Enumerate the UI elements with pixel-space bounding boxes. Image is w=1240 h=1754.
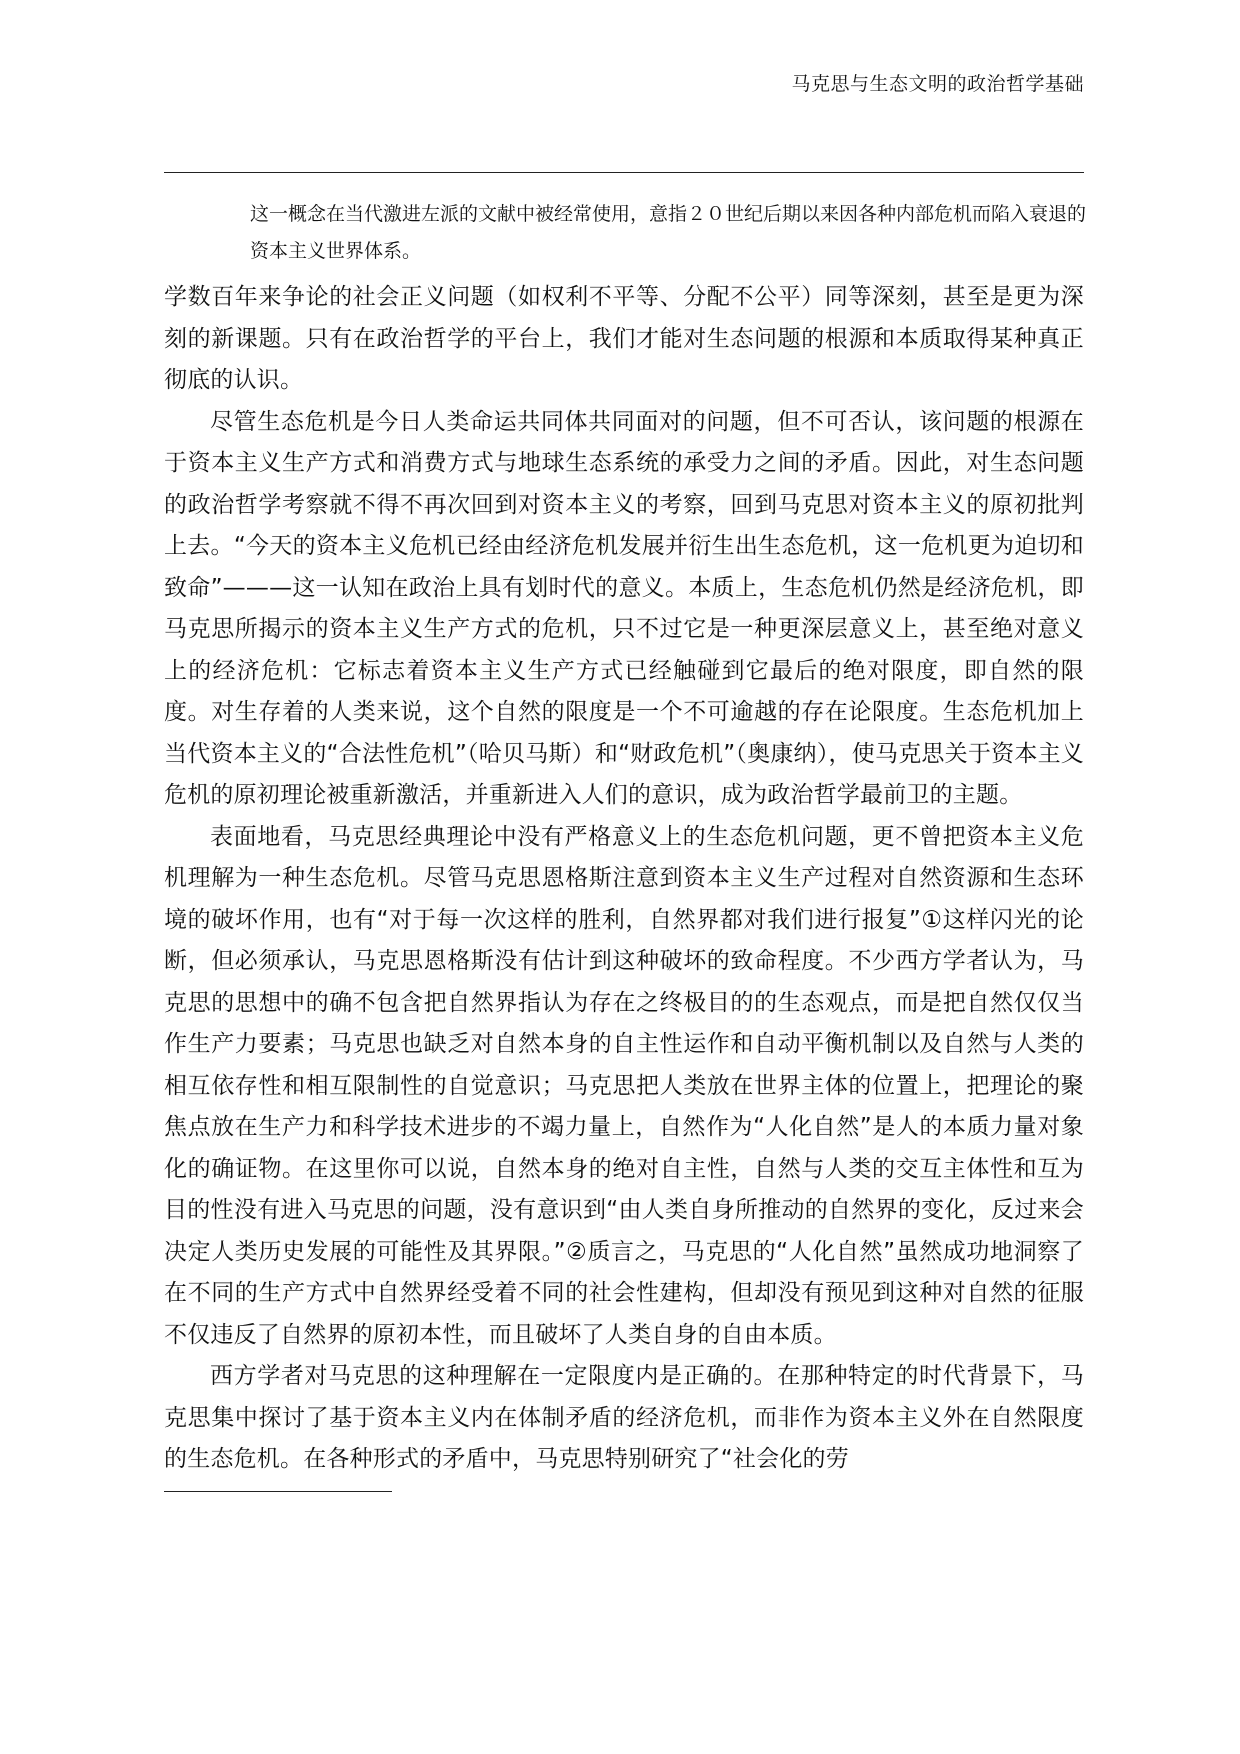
carried-over-footnote: 这一概念在当代激进左派的文献中被经常使用，意指２０世纪后期以来因各种内部危机而陷入衰退的资本主义世界体系。 <box>250 203 1087 262</box>
paragraph-continued: 学数百年来争论的社会正义问题（如权利不平等、分配不公平）同等深刻，甚至是更为深刻的新课题。只有在政治哲学的平台上，我们才能对生态问题的根源和本质取得某种真正彻底的认识。 <box>164 284 1084 393</box>
body-text <box>164 277 1084 1481</box>
footnote-separator <box>164 1491 392 1492</box>
running-header: 马克思与生态文明的政治哲学基础 <box>791 73 1084 95</box>
paragraph: 尽管生态危机是今日人类命运共同体共同面对的问题，但不可否认，该问题的根源在于资本主义生产方式和消费方式与地球生态系统的承受力之间的矛盾。因此，对生态问题的政治哲学考察就不得不再次回到对资本主义的考察，回到马克思对资本主义的原初批判上去。“今天的资本主义危机已经由经济危机发展并衍生出生态危机，这一危机更为迫切和致命”———这一认知在政治上具有划时代的意义。本质上，生态危机仍然是经济危机，即马克思所揭示的资本主义生产方式的危机，只不过它是一种更深层意义上，甚至绝对意义上的经济危机：它标志着资本主义生产方式已经触碰到它最后的绝对限度，即自然的限度。对生存着的人类来说，这个自然的限度是一个不可逾越的存在论限度。生态危机加上当代资本主义的“合法性危机”（哈贝马斯）和“财政危机”（奥康纳），使马克思关于资本主义危机的原初理论被重新激活，并重新进入人们的意识，成为政治哲学最前卫的主题。 <box>164 408 1084 808</box>
paragraph: 西方学者对马克思的这种理解在一定限度内是正确的。在那种特定的时代背景下，马克思集中探讨了基于资本主义内在体制矛盾的经济危机，而非作为资本主义外在自然限度的生态危机。在各种形式的矛盾中，马克思特别研究了“社会化的劳 <box>164 1363 1084 1472</box>
paragraph: 表面地看，马克思经典理论中没有严格意义上的生态危机问题，更不曾把资本主义危机理解为一种生态危机。尽管马克思恩格斯注意到资本主义生产过程对自然资源和生态环境的破坏作用，也有“对于每一次这样的胜利，自然界都对我们进行报复”①这样闪光的论断，但必须承认，马克思恩格斯没有估计到这种破坏的致命程度。不少西方学者认为，马克思的思想中的确不包含把自然界指认为存在之终极目的的生态观点，而是把自然仅仅当作生产力要素；马克思也缺乏对自然本身的自主性运作和自动平衡机制以及自然与人类的相互依存性和相互限制性的自觉意识；马克思把人类放在世界主体的位置上，把理论的聚焦点放在生产力和科学技术进步的不竭力量上，自然作为“人化自然”是人的本质力量对象化的确证物。在这里你可以说，自然本身的绝对自主性，自然与人类的交互主体性和互为目的性没有进入马克思的问题，没有意识到“由人类自身所推动的自然界的变化，反过来会决定人类历史发展的可能性及其界限。”②质言之，马克思的“人化自然”虽然成功地洞察了在不同的生产方式中自然界经受着不同的社会性建构，但却没有预见到这种对自然的征服不仅违反了自然界的原初本性，而且破坏了人类自身的自由本质。 <box>164 823 1084 1348</box>
header-rule <box>164 172 1084 173</box>
